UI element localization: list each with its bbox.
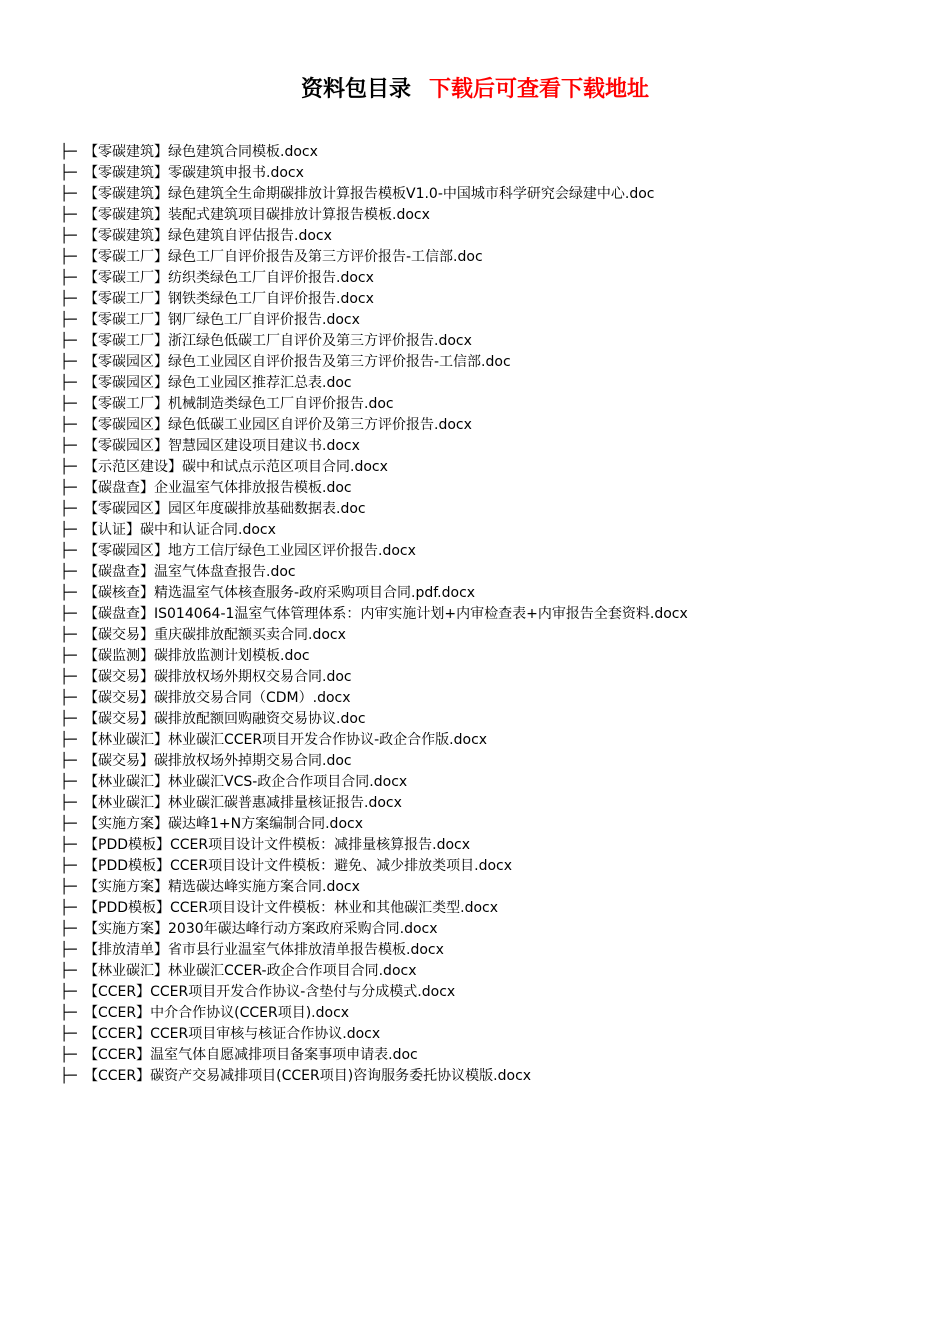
tree-branch-icon: ├─ xyxy=(60,186,77,202)
file-list-item xyxy=(60,499,920,520)
tree-branch-icon: ├─ xyxy=(60,858,77,874)
file-list-item xyxy=(60,1003,920,1024)
file-list-item xyxy=(60,163,920,184)
file-name: 【碳盘查】企业温室气体排放报告模板.doc xyxy=(84,480,352,496)
file-list-item xyxy=(60,709,920,730)
file-list-item xyxy=(60,184,920,205)
tree-branch-icon: ├─ xyxy=(60,459,77,475)
file-name: 【零碳建筑】装配式建筑项目碳排放计算报告模板.docx xyxy=(84,207,430,223)
tree-branch-icon: ├─ xyxy=(60,984,77,1000)
file-list-item xyxy=(60,373,920,394)
tree-branch-icon: ├─ xyxy=(60,963,77,979)
file-name: 【零碳工厂】机械制造类绿色工厂自评价报告.doc xyxy=(84,396,394,412)
tree-branch-icon: ├─ xyxy=(60,795,77,811)
tree-branch-icon: ├─ xyxy=(60,732,77,748)
file-name: 【碳交易】碳排放配额回购融资交易协议.doc xyxy=(84,711,366,727)
file-list-item xyxy=(60,667,920,688)
tree-branch-icon: ├─ xyxy=(60,879,77,895)
file-tree-list xyxy=(60,142,920,1087)
file-name: 【零碳工厂】钢厂绿色工厂自评价报告.docx xyxy=(84,312,360,328)
file-list-item xyxy=(60,394,920,415)
file-name: 【实施方案】2030年碳达峰行动方案政府采购合同.docx xyxy=(84,921,438,937)
tree-branch-icon: ├─ xyxy=(60,522,77,538)
file-list-item xyxy=(60,898,920,919)
file-name: 【零碳园区】智慧园区建设项目建议书.docx xyxy=(84,438,360,454)
tree-branch-icon: ├─ xyxy=(60,942,77,958)
tree-branch-icon: ├─ xyxy=(60,375,77,391)
file-list-item xyxy=(60,1045,920,1066)
file-name: 【CCER】温室气体自愿减排项目备案事项申请表.doc xyxy=(84,1047,418,1063)
file-name: 【碳监测】碳排放监测计划模板.doc xyxy=(84,648,310,664)
file-name: 【零碳工厂】绿色工厂自评价报告及第三方评价报告-工信部.doc xyxy=(84,249,483,265)
tree-branch-icon: ├─ xyxy=(60,1047,77,1063)
download-notice: 下载后可查看下载地址 xyxy=(429,77,650,102)
tree-branch-icon: ├─ xyxy=(60,690,77,706)
file-name: 【示范区建设】碳中和试点示范区项目合同.docx xyxy=(84,459,388,475)
file-list-item xyxy=(60,751,920,772)
tree-branch-icon: ├─ xyxy=(60,585,77,601)
file-name: 【排放清单】省市县行业温室气体排放清单报告模板.docx xyxy=(84,942,444,958)
tree-branch-icon: ├─ xyxy=(60,501,77,517)
tree-branch-icon: ├─ xyxy=(60,837,77,853)
tree-branch-icon: ├─ xyxy=(60,228,77,244)
file-list-item xyxy=(60,919,920,940)
tree-branch-icon: ├─ xyxy=(60,291,77,307)
file-name: 【认证】碳中和认证合同.docx xyxy=(84,522,276,538)
file-list-item xyxy=(60,793,920,814)
tree-branch-icon: ├─ xyxy=(60,774,77,790)
file-list-item xyxy=(60,772,920,793)
file-name: 【零碳园区】绿色工业园区自评价报告及第三方评价报告-工信部.doc xyxy=(84,354,511,370)
file-name: 【碳交易】碳排放权场外掉期交易合同.doc xyxy=(84,753,352,769)
file-name: 【CCER】中介合作协议(CCER项目).docx xyxy=(84,1005,350,1021)
file-list-item xyxy=(60,436,920,457)
tree-branch-icon: ├─ xyxy=(60,564,77,580)
tree-branch-icon: ├─ xyxy=(60,354,77,370)
tree-branch-icon: ├─ xyxy=(60,333,77,349)
tree-branch-icon: ├─ xyxy=(60,1005,77,1021)
file-name: 【PDD模板】CCER项目设计文件模板：减排量核算报告.docx xyxy=(84,837,471,853)
file-list-item xyxy=(60,1066,920,1087)
file-list-item xyxy=(60,268,920,289)
file-name: 【零碳园区】绿色低碳工业园区自评价及第三方评价报告.docx xyxy=(84,417,472,433)
tree-branch-icon: ├─ xyxy=(60,396,77,412)
tree-branch-icon: ├─ xyxy=(60,627,77,643)
file-name: 【零碳园区】地方工信厅绿色工业园区评价报告.docx xyxy=(84,543,416,559)
tree-branch-icon: ├─ xyxy=(60,144,77,160)
file-name: 【零碳园区】园区年度碳排放基础数据表.doc xyxy=(84,501,366,517)
file-list-item xyxy=(60,877,920,898)
file-list-item xyxy=(60,982,920,1003)
file-list-item xyxy=(60,688,920,709)
file-list-item xyxy=(60,1024,920,1045)
tree-branch-icon: ├─ xyxy=(60,165,77,181)
file-name: 【零碳建筑】绿色建筑全生命期碳排放计算报告模板V1.0-中国城市科学研究会绿建中心.doc xyxy=(84,186,655,202)
file-name: 【碳盘查】温室气体盘查报告.doc xyxy=(84,564,296,580)
file-list-item xyxy=(60,478,920,499)
tree-branch-icon: ├─ xyxy=(60,711,77,727)
file-name: 【碳交易】碳排放交易合同（CDM）.docx xyxy=(84,690,351,706)
file-list-item xyxy=(60,646,920,667)
tree-branch-icon: ├─ xyxy=(60,270,77,286)
file-list-item xyxy=(60,961,920,982)
file-name: 【零碳建筑】绿色建筑合同模板.docx xyxy=(84,144,318,160)
file-list-item xyxy=(60,562,920,583)
file-name: 【碳盘查】IS014064-1温室气体管理体系：内审实施计划+内审检查表+内审报告全套资料.docx xyxy=(84,606,688,622)
tree-branch-icon: ├─ xyxy=(60,480,77,496)
file-list-item xyxy=(60,142,920,163)
tree-branch-icon: ├─ xyxy=(60,543,77,559)
tree-branch-icon: ├─ xyxy=(60,438,77,454)
tree-branch-icon: ├─ xyxy=(60,816,77,832)
file-list-item xyxy=(60,331,920,352)
file-list-item xyxy=(60,541,920,562)
file-name: 【零碳园区】绿色工业园区推荐汇总表.doc xyxy=(84,375,352,391)
file-name: 【实施方案】精选碳达峰实施方案合同.docx xyxy=(84,879,360,895)
page-heading xyxy=(0,72,950,103)
tree-branch-icon: ├─ xyxy=(60,207,77,223)
tree-branch-icon: ├─ xyxy=(60,1068,77,1084)
file-list-item xyxy=(60,730,920,751)
file-name: 【零碳工厂】浙江绿色低碳工厂自评价及第三方评价报告.docx xyxy=(84,333,472,349)
file-list-item xyxy=(60,415,920,436)
file-list-item xyxy=(60,835,920,856)
file-list-item xyxy=(60,352,920,373)
file-name: 【零碳工厂】钢铁类绿色工厂自评价报告.docx xyxy=(84,291,374,307)
file-list-item xyxy=(60,625,920,646)
file-name: 【林业碳汇】林业碳汇碳普惠减排量核证报告.docx xyxy=(84,795,402,811)
tree-branch-icon: ├─ xyxy=(60,1026,77,1042)
tree-branch-icon: ├─ xyxy=(60,669,77,685)
file-name: 【林业碳汇】林业碳汇CCER项目开发合作协议-政企合作版.docx xyxy=(84,732,488,748)
tree-branch-icon: ├─ xyxy=(60,900,77,916)
file-name: 【PDD模板】CCER项目设计文件模板：避免、减少排放类项目.docx xyxy=(84,858,513,874)
tree-branch-icon: ├─ xyxy=(60,606,77,622)
page-title: 资料包目录 xyxy=(300,77,411,102)
file-name: 【零碳工厂】纺织类绿色工厂自评价报告.docx xyxy=(84,270,374,286)
file-name: 【零碳建筑】零碳建筑申报书.docx xyxy=(84,165,304,181)
file-name: 【林业碳汇】林业碳汇VCS-政企合作项目合同.docx xyxy=(84,774,408,790)
file-name: 【实施方案】碳达峰1+N方案编制合同.docx xyxy=(84,816,363,832)
file-name: 【林业碳汇】林业碳汇CCER-政企合作项目合同.docx xyxy=(84,963,417,979)
file-list-item xyxy=(60,940,920,961)
file-name: 【PDD模板】CCER项目设计文件模板：林业和其他碳汇类型.docx xyxy=(84,900,499,916)
file-list-item xyxy=(60,226,920,247)
file-list-item xyxy=(60,247,920,268)
file-list-item xyxy=(60,457,920,478)
file-name: 【碳交易】碳排放权场外期权交易合同.doc xyxy=(84,669,352,685)
tree-branch-icon: ├─ xyxy=(60,753,77,769)
file-list-item xyxy=(60,310,920,331)
file-list-item xyxy=(60,289,920,310)
file-list-item xyxy=(60,520,920,541)
file-name: 【碳核查】精选温室气体核查服务-政府采购项目合同.pdf.docx xyxy=(84,585,476,601)
file-name: 【CCER】CCER项目开发合作协议-含垫付与分成模式.docx xyxy=(84,984,456,1000)
file-name: 【零碳建筑】绿色建筑自评估报告.docx xyxy=(84,228,332,244)
file-name: 【碳交易】重庆碳排放配额买卖合同.docx xyxy=(84,627,346,643)
file-name: 【CCER】CCER项目审核与核证合作协议.docx xyxy=(84,1026,381,1042)
tree-branch-icon: ├─ xyxy=(60,921,77,937)
file-list-item xyxy=(60,583,920,604)
file-list-item xyxy=(60,814,920,835)
file-list-item xyxy=(60,604,920,625)
file-list-item xyxy=(60,205,920,226)
tree-branch-icon: ├─ xyxy=(60,249,77,265)
tree-branch-icon: ├─ xyxy=(60,312,77,328)
file-list-item xyxy=(60,856,920,877)
tree-branch-icon: ├─ xyxy=(60,648,77,664)
file-name: 【CCER】碳资产交易减排项目(CCER项目)咨询服务委托协议模版.docx xyxy=(84,1068,532,1084)
tree-branch-icon: ├─ xyxy=(60,417,77,433)
